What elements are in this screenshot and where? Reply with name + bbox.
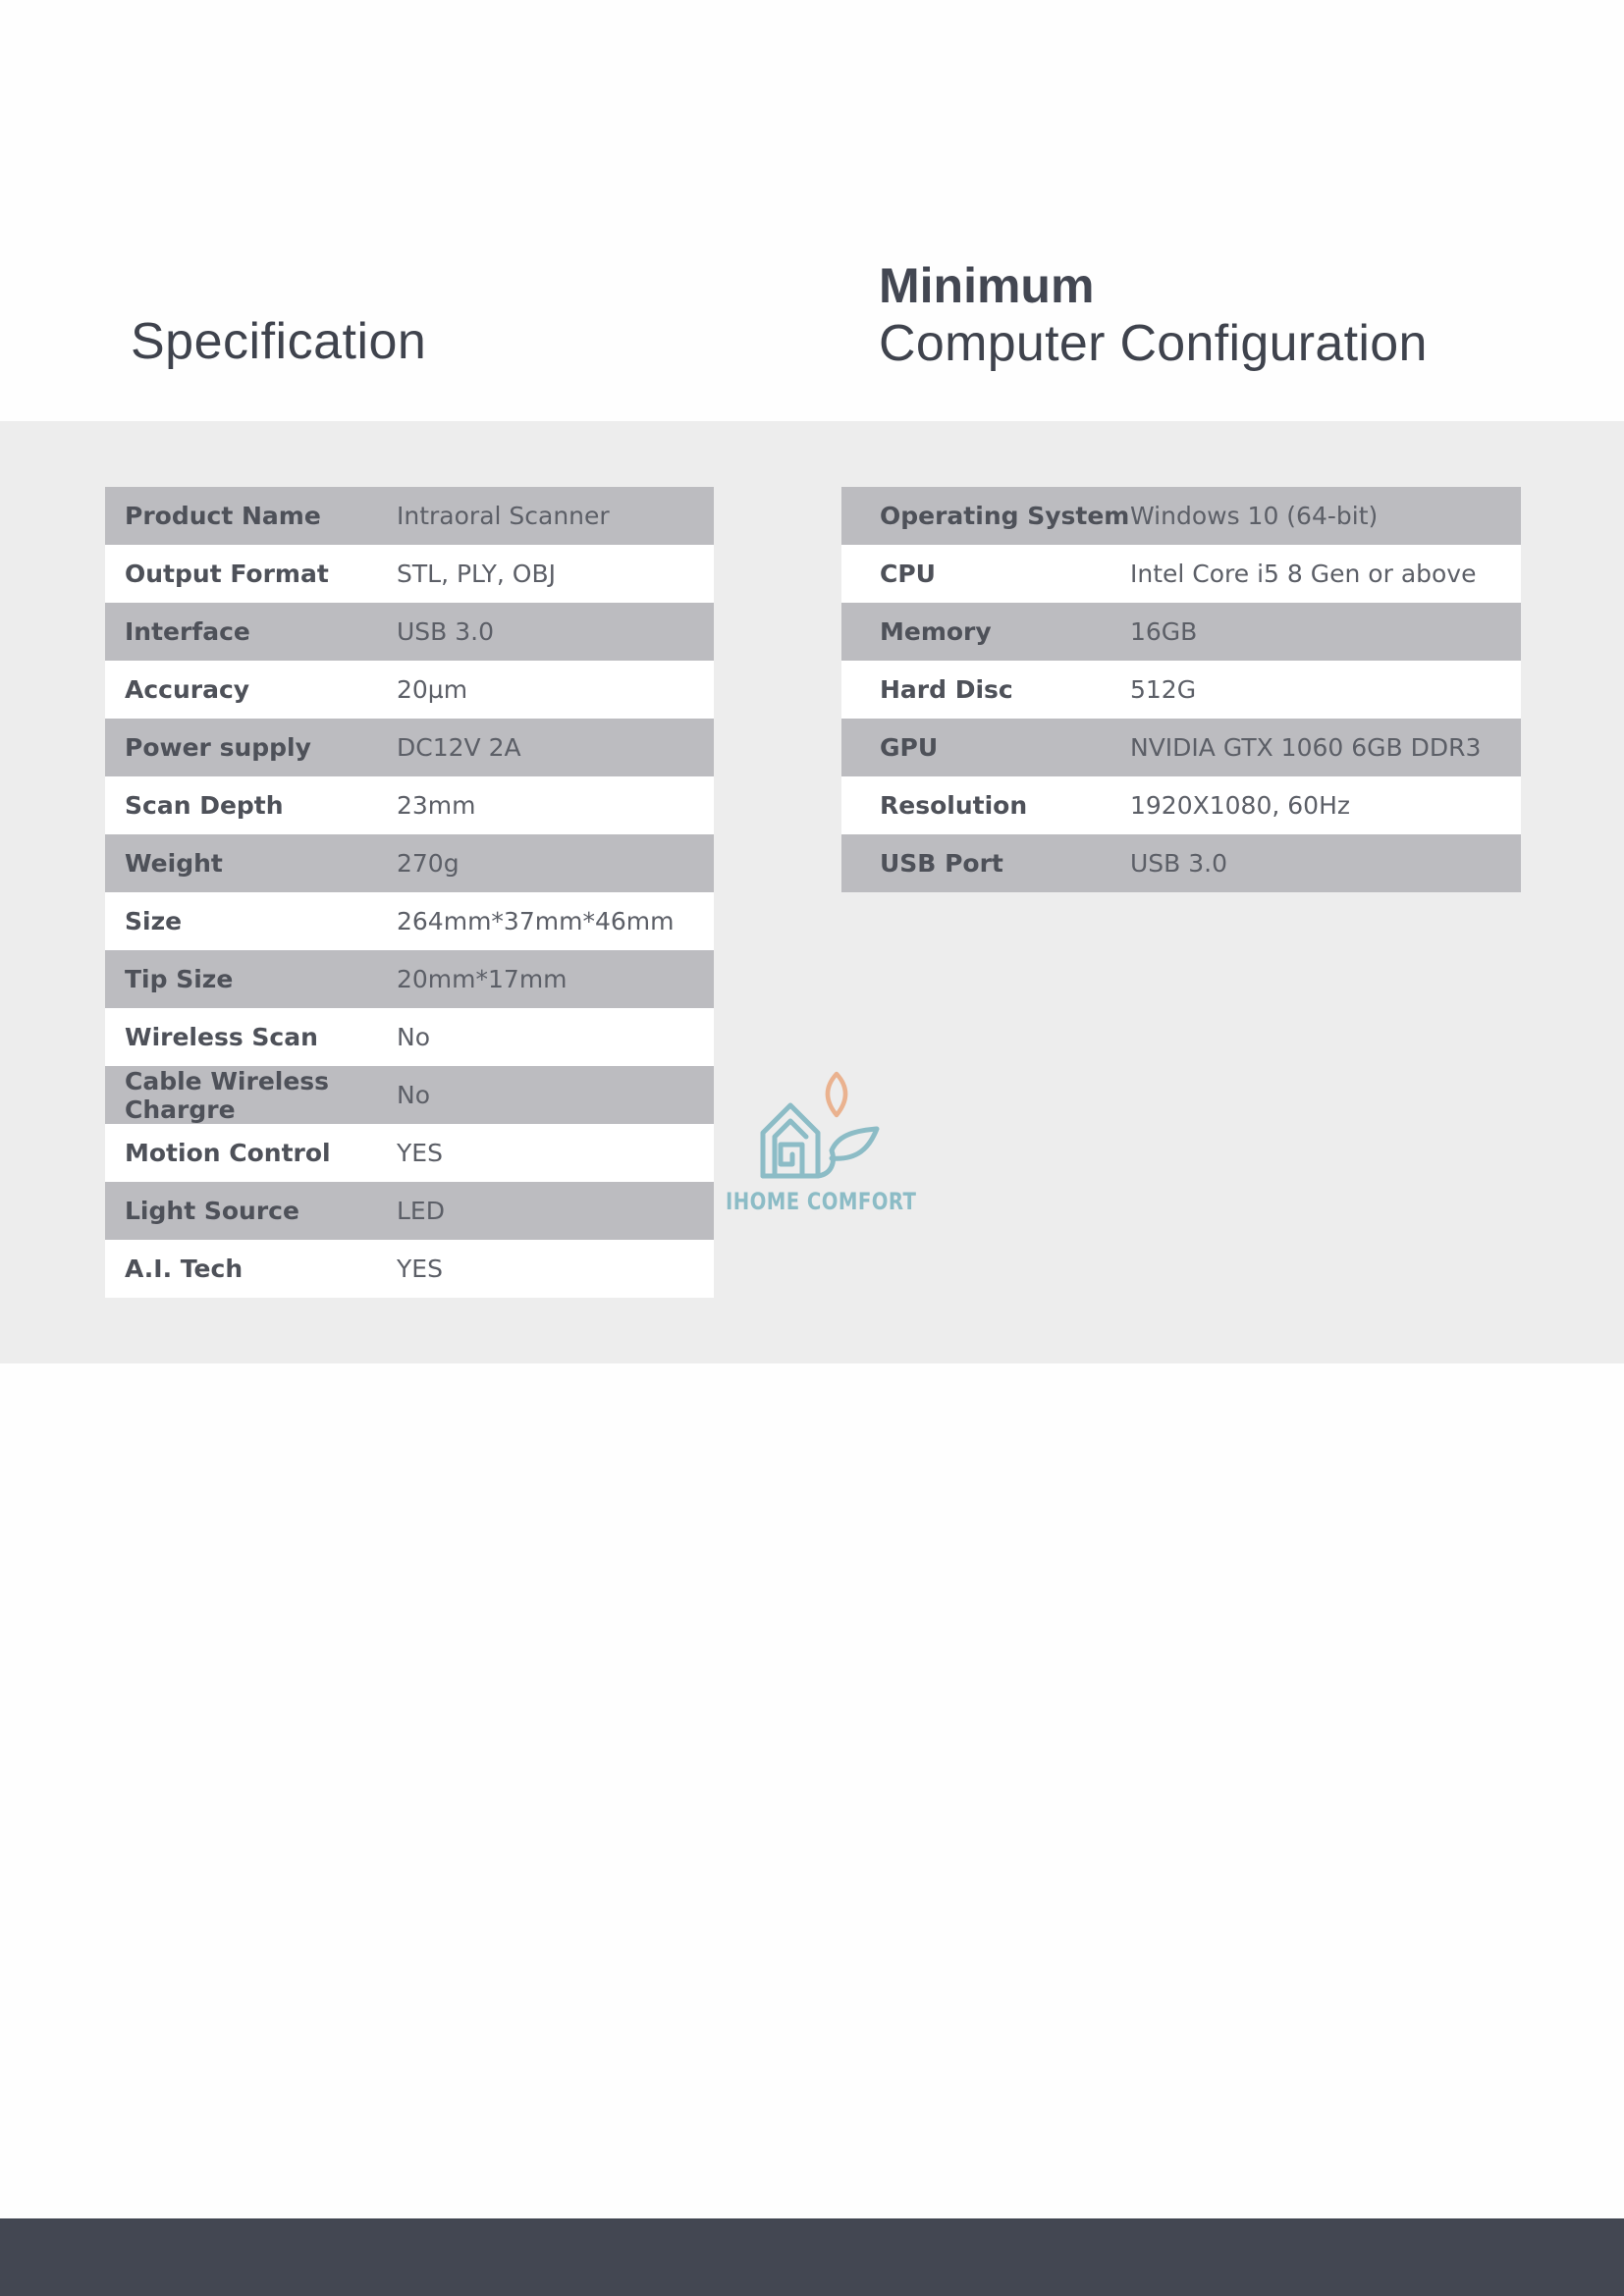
row-value: 23mm [397, 776, 714, 834]
row-label: Tip Size [105, 950, 397, 1008]
row-value: No [397, 1066, 714, 1124]
row-value: Windows 10 (64-bit) [1130, 487, 1521, 545]
specification-heading: Specification [131, 313, 427, 370]
row-label: CPU [841, 545, 1130, 603]
row-value: 20µm [397, 661, 714, 719]
minimum-heading: Minimum [879, 258, 1095, 313]
logo-wordmark: IHOME COMFORT [726, 1188, 917, 1215]
table-row [105, 545, 714, 603]
row-label: Operating System [841, 487, 1130, 545]
table-row [105, 1182, 714, 1240]
row-label: Scan Depth [105, 776, 397, 834]
row-label: Interface [105, 603, 397, 661]
table-row [105, 719, 714, 776]
row-value: NVIDIA GTX 1060 6GB DDR3 [1130, 719, 1521, 776]
row-label: Light Source [105, 1182, 397, 1240]
table-row [841, 487, 1521, 545]
row-value: Intel Core i5 8 Gen or above [1130, 545, 1521, 603]
table-row [105, 603, 714, 661]
row-value: STL, PLY, OBJ [397, 545, 714, 603]
row-value: 512G [1130, 661, 1521, 719]
table-row [841, 719, 1521, 776]
configuration-table [841, 487, 1521, 892]
row-label: Wireless Scan [105, 1008, 397, 1066]
row-value: Intraoral Scanner [397, 487, 714, 545]
row-value: No [397, 1008, 714, 1066]
table-row [105, 1124, 714, 1182]
table-row [841, 603, 1521, 661]
row-label: Accuracy [105, 661, 397, 719]
row-value: USB 3.0 [1130, 834, 1521, 892]
table-row [105, 1066, 714, 1124]
row-value: YES [397, 1124, 714, 1182]
row-value: 1920X1080, 60Hz [1130, 776, 1521, 834]
row-label: Memory [841, 603, 1130, 661]
table-row [841, 661, 1521, 719]
computer-configuration-heading: Computer Configuration [879, 315, 1428, 372]
table-row [105, 834, 714, 892]
row-value: LED [397, 1182, 714, 1240]
row-label: Output Format [105, 545, 397, 603]
footer-bar [0, 2218, 1624, 2296]
table-row [105, 892, 714, 950]
table-row [105, 776, 714, 834]
row-label: Cable Wireless Chargre [105, 1066, 397, 1124]
row-label: Weight [105, 834, 397, 892]
row-label: GPU [841, 719, 1130, 776]
row-value: USB 3.0 [397, 603, 714, 661]
table-row [105, 661, 714, 719]
row-value: 270g [397, 834, 714, 892]
row-value: DC12V 2A [397, 719, 714, 776]
table-row [105, 1008, 714, 1066]
row-label: Power supply [105, 719, 397, 776]
table-row [841, 834, 1521, 892]
row-label: Product Name [105, 487, 397, 545]
row-value: 20mm*17mm [397, 950, 714, 1008]
table-row [841, 545, 1521, 603]
row-label: Resolution [841, 776, 1130, 834]
table-row [105, 950, 714, 1008]
table-row [841, 776, 1521, 834]
table-row [105, 487, 714, 545]
row-value: YES [397, 1240, 714, 1298]
row-value: 264mm*37mm*46mm [397, 892, 714, 950]
row-label: A.I. Tech [105, 1240, 397, 1298]
row-label: Motion Control [105, 1124, 397, 1182]
row-label: Hard Disc [841, 661, 1130, 719]
row-label: Size [105, 892, 397, 950]
specification-table [105, 487, 714, 1298]
table-row [105, 1240, 714, 1298]
row-label: USB Port [841, 834, 1130, 892]
row-value: 16GB [1130, 603, 1521, 661]
